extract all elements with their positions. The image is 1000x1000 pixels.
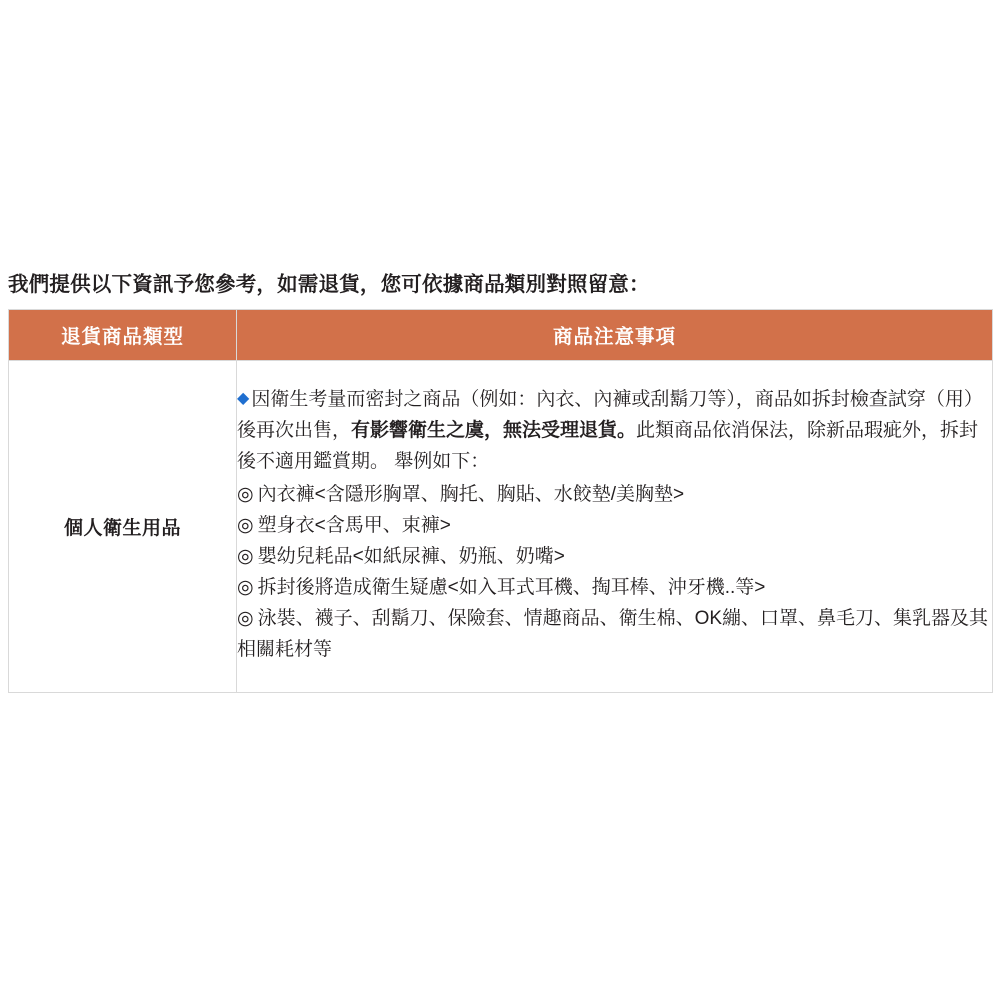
- return-policy-table: [8, 309, 993, 693]
- circle-bullet-icon: ◎: [237, 484, 254, 506]
- table-body: [9, 360, 993, 692]
- list-item-label: 內衣褲<含隱形胸罩、胸托、胸貼、水餃墊/美胸墊>: [257, 484, 685, 506]
- intro-paragraph: 我們提供以下資訊予您參考，如需退貨，您可依據商品類別對照留意：: [8, 273, 650, 296]
- circle-bullet-icon: ◎: [237, 515, 254, 537]
- table-header: [9, 309, 993, 360]
- note-text-part2: 此類商品依消保法，除新品瑕疵外，拆封後不適用鑑賞期。 舉例如下：: [237, 420, 979, 473]
- list-item-label: 拆封後將造成衛生疑慮<如入耳式耳機、掏耳棒、沖牙機..等>: [257, 577, 766, 599]
- diamond-icon: ◆: [237, 390, 250, 408]
- document-content: [8, 272, 992, 693]
- list-item-label: 泳裝、襪子、刮鬍刀、保險套、情趣商品、衛生棉、OK繃、口罩、鼻毛刀、集乳器及其相關耗材等: [237, 608, 989, 661]
- list-item-label: 塑身衣<含馬甲、束褲>: [257, 515, 451, 537]
- circle-bullet-icon: ◎: [237, 608, 254, 630]
- list-item: [237, 573, 992, 604]
- circle-bullet-icon: ◎: [237, 577, 254, 599]
- table-header-row: [9, 309, 993, 360]
- header-cell-product-notes: 商品注意事項: [237, 309, 993, 360]
- list-item-label: 嬰幼兒耗品<如紙尿褲、奶瓶、奶嘴>: [257, 546, 565, 568]
- table-row: [9, 360, 993, 692]
- note-text-bold: 有影響衛生之虞，無法受理退貨。: [351, 420, 637, 442]
- cell-bottom-spacer: [237, 666, 992, 667]
- circle-bullet-icon: ◎: [237, 546, 254, 568]
- list-item: [237, 604, 992, 666]
- list-item: [237, 480, 992, 511]
- cell-return-type: 個人衛生用品: [9, 360, 237, 692]
- list-item: [237, 542, 992, 573]
- header-cell-return-type: 退貨商品類型: [9, 309, 237, 360]
- note-text-part1: 因衛生考量而密封之商品（例如：內衣、內褲或刮鬍刀等），商品如拆封檢查試穿（用）後再次出售，: [237, 389, 983, 442]
- note-paragraph: [237, 385, 992, 478]
- list-item: [237, 511, 992, 542]
- cell-product-notes: [237, 360, 993, 692]
